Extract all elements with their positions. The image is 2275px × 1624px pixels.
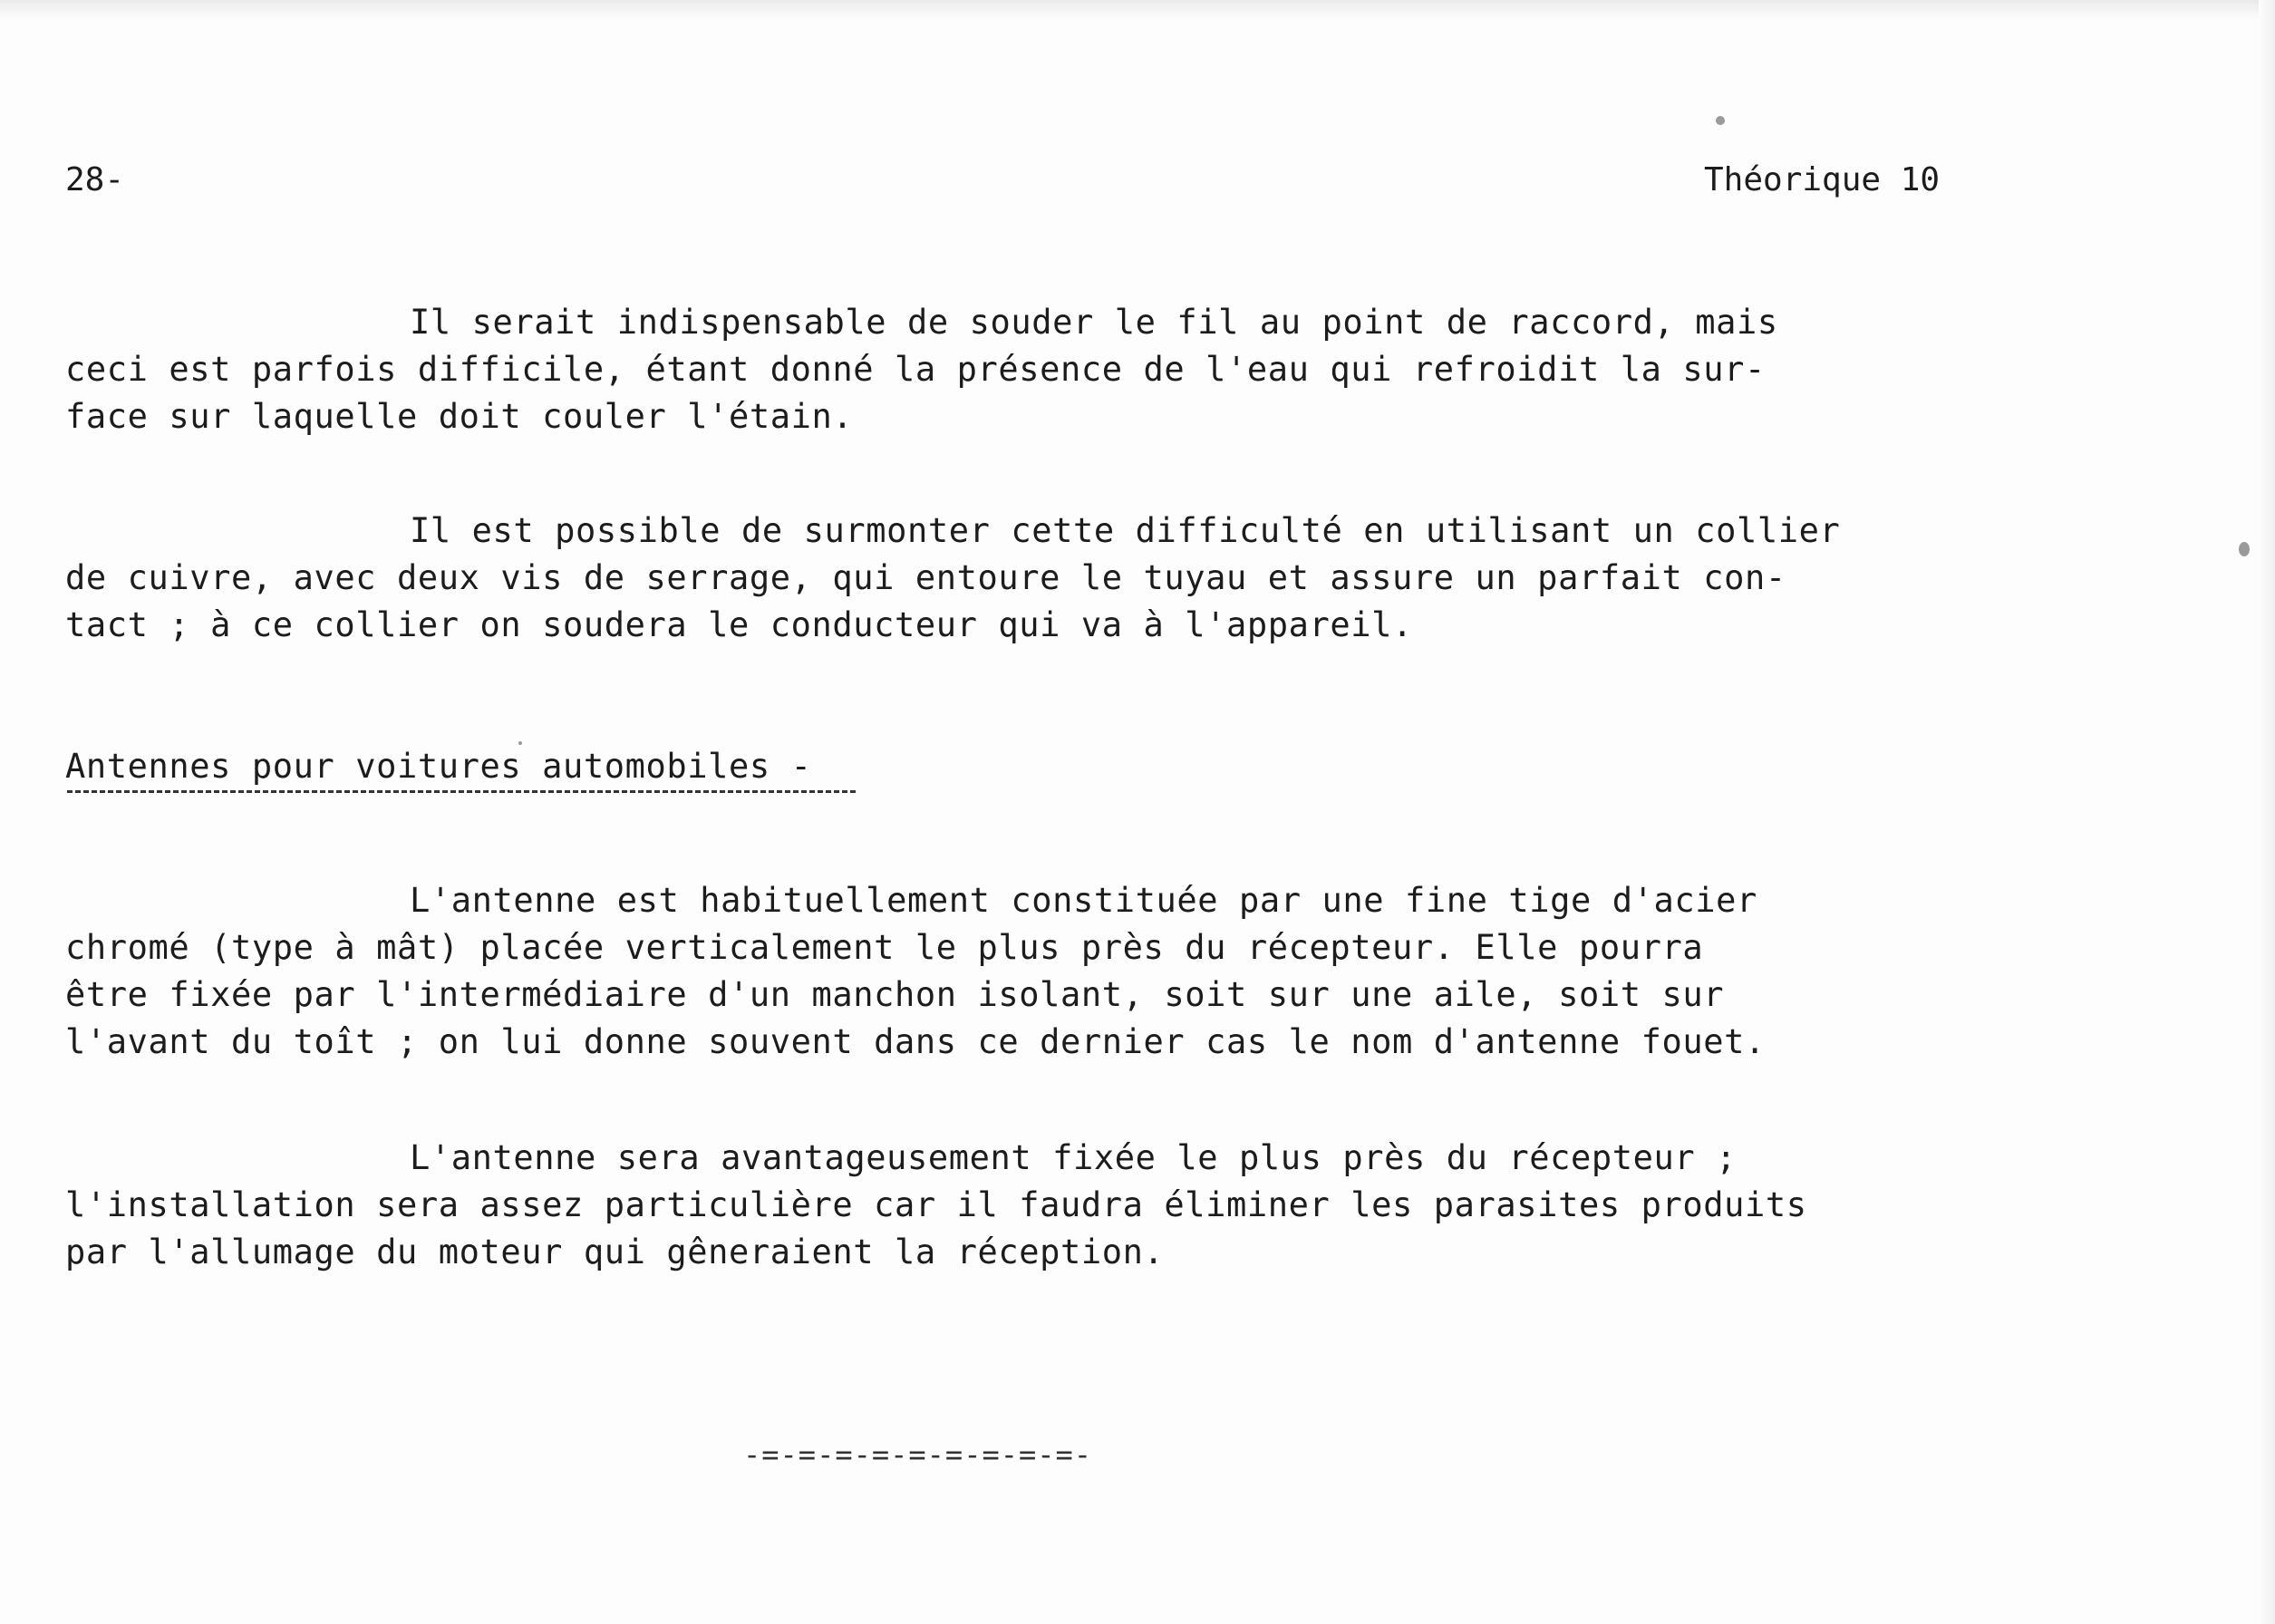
paragraph-1-line-3: face sur laquelle doit couler l'étain. (65, 397, 854, 436)
paragraph-3-line-2: chromé (type à mât) placée verticalement le plus près du récepteur. Elle pourra (65, 928, 1704, 967)
scan-speck (1716, 116, 1725, 125)
section-heading-title: Antennes pour voitures automobiles (65, 747, 770, 786)
scan-edge-right (2259, 0, 2275, 1624)
section-heading-suffix: - (770, 747, 812, 786)
closing-divider: -=-=-=-=-=-=-=-=-=- (743, 1437, 1093, 1472)
paragraph-1-line-1: Il serait indispensable de souder le fil au point de raccord, mais (410, 303, 1778, 342)
paragraph-2-line-2: de cuivre, avec deux vis de serrage, qui entoure le tuyau et assure un parfait con- (65, 558, 1786, 597)
scan-speck (518, 741, 522, 745)
paragraph-3-line-3: être fixée par l'intermédiaire d'un manchon isolant, soit sur une aile, soit sur (65, 975, 1725, 1014)
paragraph-3-line-1: L'antenne est habituellement constituée par une fine tige d'acier (410, 881, 1757, 920)
section-label: Théorique 10 (1704, 161, 1941, 198)
paragraph-1-line-2: ceci est parfois difficile, étant donné la présence de l'eau qui refroidit la sur- (65, 350, 1766, 389)
paragraph-4-line-1: L'antenne sera avantageusement fixée le plus près du récepteur ; (410, 1138, 1738, 1177)
page-number: 28- (65, 161, 125, 198)
paragraph-4-line-2: l'installation sera assez particulière car il faudra éliminer les parasites produits (65, 1185, 1807, 1224)
paragraph-2-line-3: tact ; à ce collier on soudera le conducteur qui va à l'appareil. (65, 605, 1413, 644)
scan-edge-top (0, 0, 2275, 20)
scan-speck (2239, 542, 2250, 556)
heading-underline (67, 790, 856, 793)
paragraph-4-line-3: par l'allumage du moteur qui gêneraient la réception. (65, 1232, 1165, 1271)
paragraph-2-line-1: Il est possible de surmonter cette difficulté en utilisant un collier (410, 511, 1841, 550)
paragraph-3-line-4: l'avant du toît ; on lui donne souvent dans ce dernier cas le nom d'antenne fouet. (65, 1022, 1766, 1061)
section-heading (65, 743, 812, 790)
